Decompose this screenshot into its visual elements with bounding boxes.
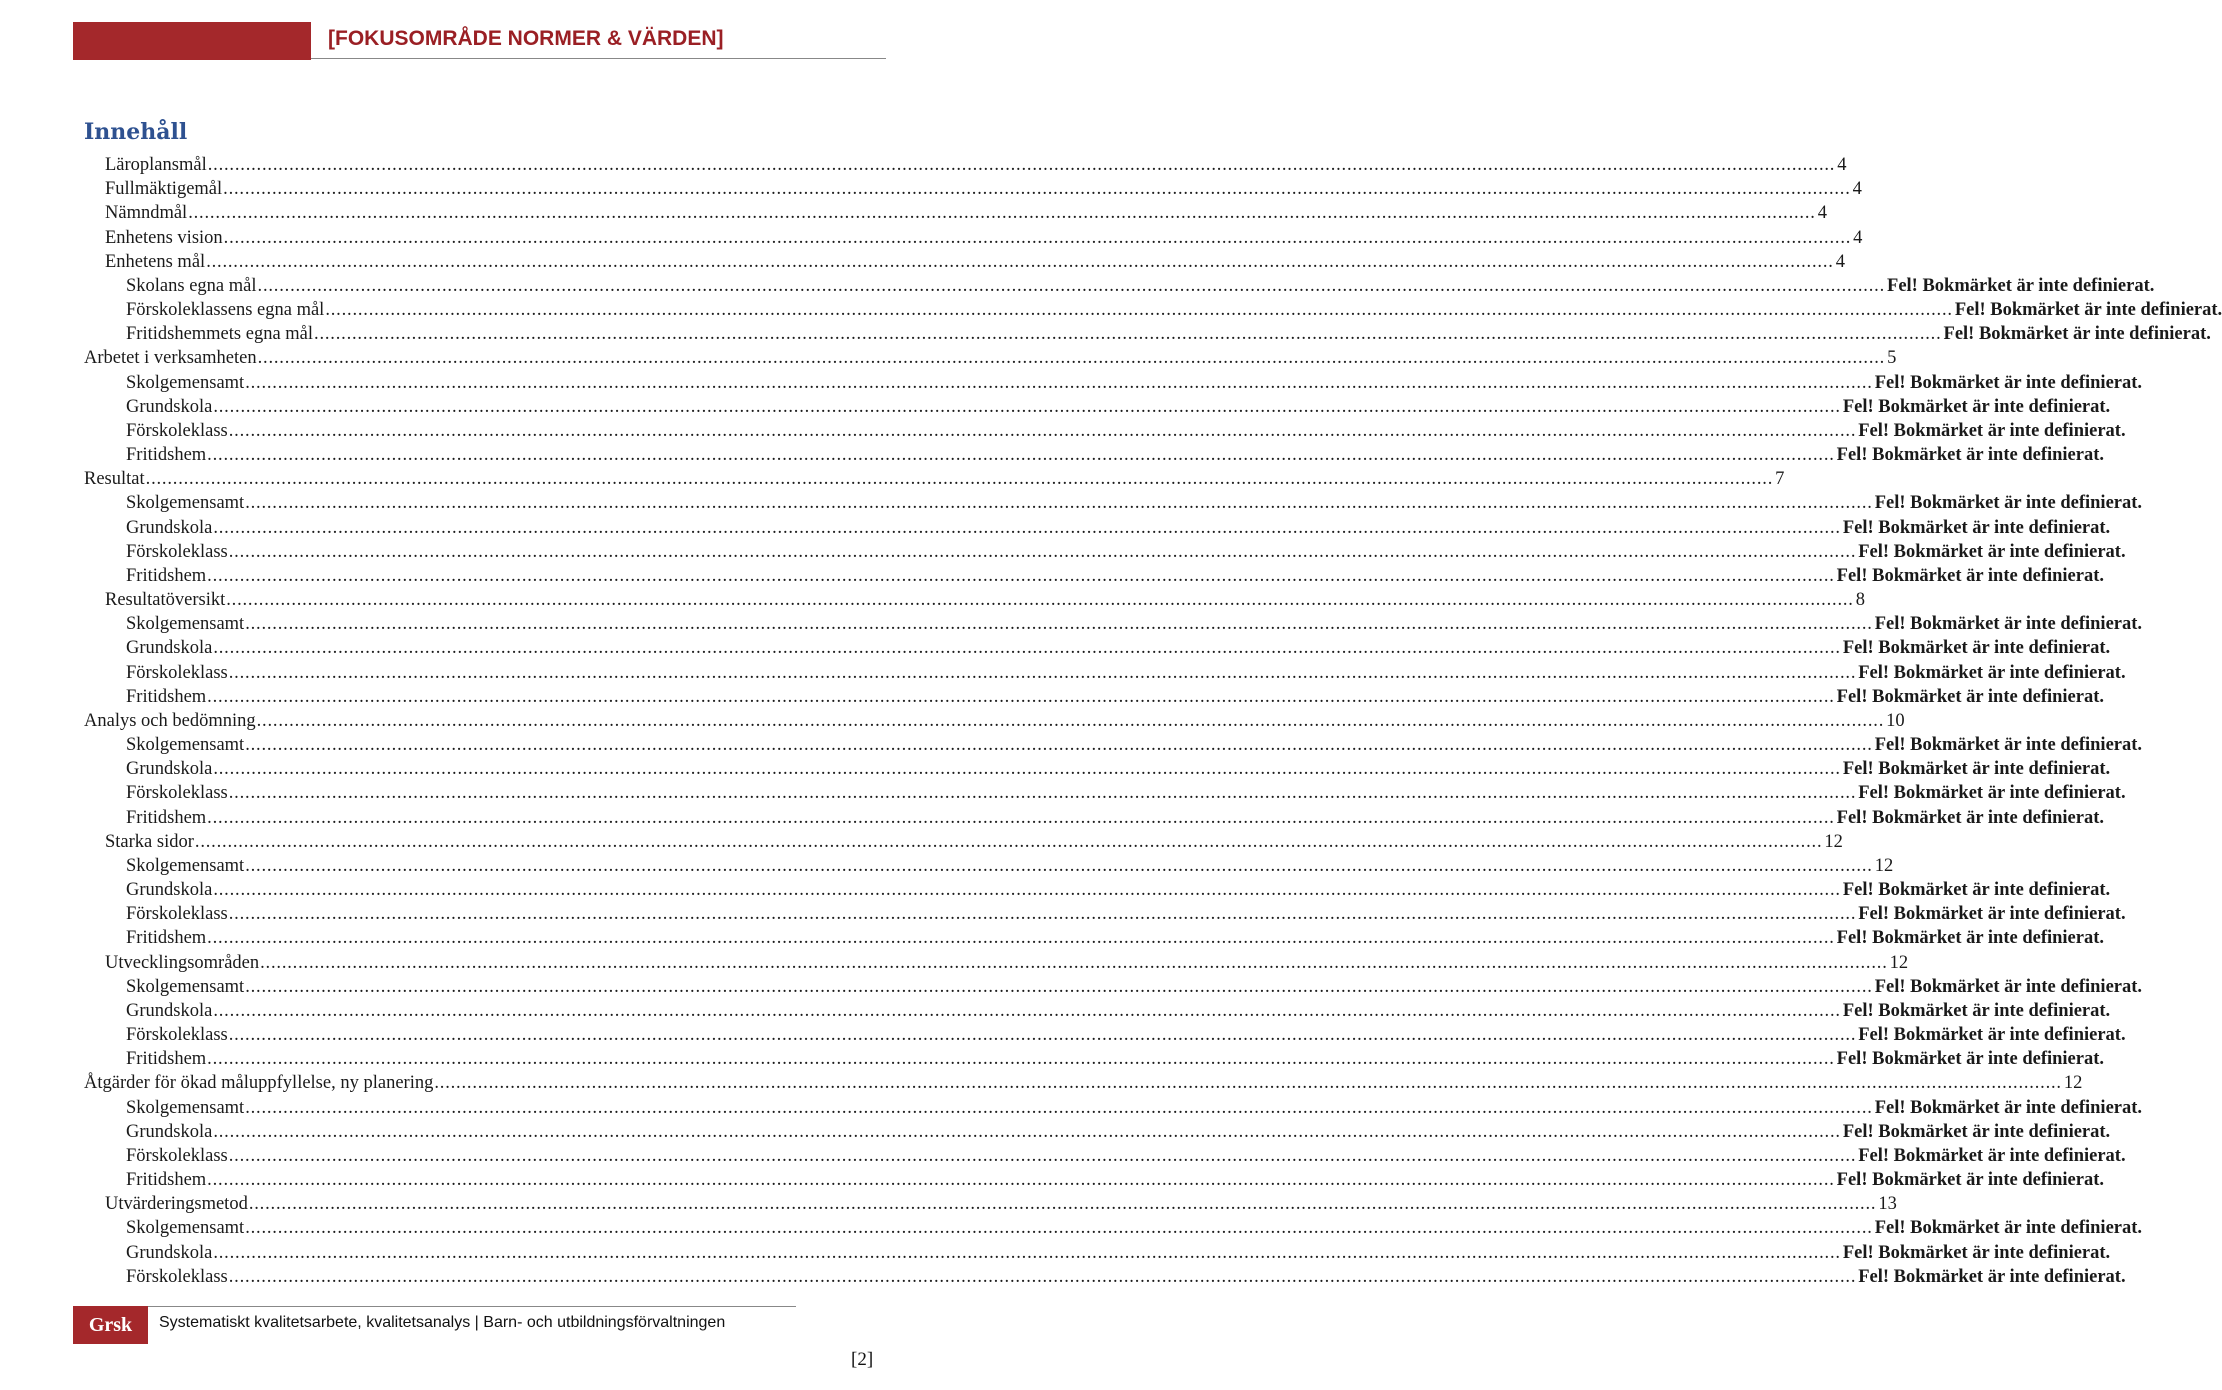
toc-entry[interactable]	[126, 371, 2143, 395]
toc-entry-label: Fritidshem	[126, 928, 207, 949]
toc-entry-page: 7	[1775, 469, 1785, 490]
toc-entry-label: Skolgemensamt	[126, 614, 245, 635]
toc-entry-page: 12	[1874, 855, 1894, 876]
toc-entry[interactable]	[84, 467, 1785, 491]
toc-entry[interactable]	[126, 1096, 2143, 1120]
toc-entry-page: 5	[1887, 348, 1897, 369]
toc-entry[interactable]	[126, 975, 2143, 999]
toc-entry-label: Fritidshemmets egna mål	[126, 324, 314, 345]
toc-leader-dots: ............................................................................................................................................................................................................................................................................................................	[213, 1121, 1841, 1142]
toc-entry-page: Fel! Bokmärket är inte definierat.	[1836, 1170, 2105, 1191]
toc-entry[interactable]	[105, 830, 1843, 854]
toc-entry[interactable]	[126, 419, 2126, 443]
toc-leader-dots: ............................................................................................................................................................................................................................................................................................................	[207, 686, 1835, 707]
toc-entry-label: Skolgemensamt	[126, 493, 245, 514]
toc-entry[interactable]	[126, 685, 2105, 709]
toc-entry-label: Fullmäktigemål	[105, 179, 223, 200]
toc-entry-page: Fel! Bokmärket är inte definierat.	[1858, 783, 2126, 804]
toc-entry-label: Skolgemensamt	[126, 1097, 245, 1118]
toc-entry[interactable]	[105, 588, 1865, 612]
toc-entry-page: 12	[1889, 952, 1909, 973]
toc-entry-label: Förskoleklass	[126, 420, 228, 441]
toc-leader-dots: ............................................................................................................................................................................................................................................................................................................	[228, 541, 1857, 562]
toc-entry[interactable]	[126, 322, 2211, 346]
toc-leader-dots: ............................................................................................................................................................................................................................................................................................................	[223, 227, 1852, 248]
toc-entry-label: Analys och bedömning	[84, 710, 256, 731]
toc-entry-page: Fel! Bokmärket är inte definierat.	[1842, 517, 2111, 538]
toc-entry-page: Fel! Bokmärket är inte definierat.	[1858, 1145, 2126, 1166]
toc-entry-label: Förskoleklass	[126, 1266, 228, 1287]
toc-leader-dots: ............................................................................................................................................................................................................................................................................................................	[226, 590, 1854, 611]
toc-entry-page: 4	[1853, 227, 1863, 248]
toc-leader-dots: ............................................................................................................................................................................................................................................................................................................	[223, 179, 1851, 200]
toc-entry[interactable]	[126, 564, 2105, 588]
toc-entry[interactable]	[126, 540, 2126, 564]
toc-entry-label: Grundskola	[126, 1000, 213, 1021]
toc-entry-label: Fritidshem	[126, 565, 207, 586]
toc-entry-label: Fritidshem	[126, 807, 207, 828]
toc-entry-page: Fel! Bokmärket är inte definierat.	[1874, 372, 2143, 393]
toc-entry-label: Grundskola	[126, 1242, 213, 1263]
toc-leader-dots: ............................................................................................................................................................................................................................................................................................................	[207, 928, 1835, 949]
toc-entry[interactable]	[126, 926, 2105, 950]
toc-entry-label: Förskoleklass	[126, 662, 228, 683]
toc-entry-label: Fritidshem	[126, 1049, 207, 1070]
toc-entry[interactable]	[126, 757, 2111, 781]
toc-entry[interactable]	[126, 1047, 2105, 1071]
toc-entry[interactable]	[126, 1216, 2143, 1240]
toc-entry-page: Fel! Bokmärket är inte definierat.	[1858, 662, 2126, 683]
toc-entry[interactable]	[126, 1144, 2126, 1168]
toc-entry-label: Arbetet i verksamheten	[84, 348, 257, 369]
toc-entry-label: Enhetens vision	[105, 227, 223, 248]
toc-entry-page: Fel! Bokmärket är inte definierat.	[1954, 300, 2222, 321]
toc-entry-page: Fel! Bokmärket är inte definierat.	[1874, 1218, 2143, 1239]
toc-leader-dots: ............................................................................................................................................................................................................................................................................................................	[207, 807, 1835, 828]
toc-leader-dots: ............................................................................................................................................................................................................................................................................................................	[207, 565, 1835, 586]
toc-leader-dots: ............................................................................................................................................................................................................................................................................................................	[256, 710, 1885, 731]
toc-leader-dots: ............................................................................................................................................................................................................................................................................................................	[206, 251, 1834, 272]
toc-entry[interactable]	[105, 177, 1862, 201]
toc-leader-dots: ............................................................................................................................................................................................................................................................................................................	[314, 324, 1942, 345]
toc-entry-page: Fel! Bokmärket är inte definierat.	[1842, 1000, 2111, 1021]
toc-entry-label: Starka sidor	[105, 831, 194, 852]
toc-entry[interactable]	[126, 612, 2143, 636]
toc-entry[interactable]	[126, 1241, 2111, 1265]
toc-entry-page: Fel! Bokmärket är inte definierat.	[1836, 928, 2105, 949]
toc-leader-dots: ............................................................................................................................................................................................................................................................................................................	[207, 1170, 1835, 1191]
toc-entry-page: Fel! Bokmärket är inte definierat.	[1842, 1242, 2111, 1263]
toc-leader-dots: ............................................................................................................................................................................................................................................................................................................	[228, 904, 1857, 925]
toc-entry-page: Fel! Bokmärket är inte definierat.	[1858, 420, 2126, 441]
toc-entry-label: Skolgemensamt	[126, 372, 245, 393]
toc-leader-dots: ............................................................................................................................................................................................................................................................................................................	[213, 880, 1841, 901]
toc-entry[interactable]	[126, 516, 2111, 540]
toc-entry-label: Utvärderingsmetod	[105, 1194, 248, 1215]
toc-entry-label: Skolgemensamt	[126, 976, 245, 997]
toc-entry[interactable]	[105, 201, 1827, 225]
toc-leader-dots: ............................................................................................................................................................................................................................................................................................................	[194, 831, 1823, 852]
toc-entry-label: Skolgemensamt	[126, 855, 245, 876]
toc-entry[interactable]	[126, 661, 2126, 685]
toc-leader-dots: ............................................................................................................................................................................................................................................................................................................	[213, 638, 1841, 659]
toc-entry-page: 4	[1837, 155, 1847, 175]
toc-entry-page: Fel! Bokmärket är inte definierat.	[1874, 614, 2143, 635]
toc-leader-dots: ............................................................................................................................................................................................................................................................................................................	[228, 420, 1857, 441]
toc-leader-dots: ............................................................................................................................................................................................................................................................................................................	[245, 372, 1873, 393]
toc-entry-page: 12	[2063, 1073, 2083, 1094]
toc-entry-page: Fel! Bokmärket är inte definierat.	[1858, 904, 2126, 925]
toc-leader-dots: ............................................................................................................................................................................................................................................................................................................	[188, 203, 1816, 224]
toc-entry-label: Grundskola	[126, 1121, 213, 1142]
toc-leader-dots: ............................................................................................................................................................................................................................................................................................................	[257, 348, 1886, 369]
toc-heading: Innehåll	[84, 119, 188, 145]
toc-entry-label: Skolans egna mål	[126, 275, 257, 296]
toc-entry-page: Fel! Bokmärket är inte definierat.	[1842, 396, 2111, 417]
toc-entry-label: Utvecklingsområden	[105, 952, 260, 973]
toc-entry-label: Grundskola	[126, 396, 213, 417]
toc-entry-page: Fel! Bokmärket är inte definierat.	[1836, 565, 2105, 586]
toc-entry[interactable]	[126, 298, 2222, 322]
toc-entry-label: Resultat	[84, 469, 145, 490]
toc-entry-page: Fel! Bokmärket är inte definierat.	[1842, 1121, 2111, 1142]
toc-entry[interactable]	[84, 709, 1905, 733]
toc-entry-label: Förskoleklass	[126, 904, 228, 925]
toc-entry-label: Förskoleklassens egna mål	[126, 300, 325, 321]
toc-entry[interactable]	[126, 491, 2143, 515]
toc-entry-page: Fel! Bokmärket är inte definierat.	[1874, 1097, 2143, 1118]
toc-entry-page: Fel! Bokmärket är inte definierat.	[1858, 1266, 2126, 1287]
toc-entry-label: Grundskola	[126, 638, 213, 659]
toc-entry-label: Nämndmål	[105, 203, 188, 224]
toc-entry[interactable]	[126, 443, 2105, 467]
toc-leader-dots: ............................................................................................................................................................................................................................................................................................................	[245, 1097, 1873, 1118]
toc-entry-label: Åtgärder för ökad måluppfyllelse, ny planering	[84, 1073, 434, 1094]
toc-leader-dots: ............................................................................................................................................................................................................................................................................................................	[213, 1242, 1841, 1263]
toc-leader-dots: ............................................................................................................................................................................................................................................................................................................	[260, 952, 1888, 973]
toc-entry[interactable]	[126, 1120, 2111, 1144]
footer-logo: Grsk	[73, 1306, 148, 1344]
toc-entry-page: Fel! Bokmärket är inte definierat.	[1836, 1049, 2105, 1070]
toc-entry-label: Fritidshem	[126, 445, 207, 466]
toc-leader-dots: ............................................................................................................................................................................................................................................................................................................	[228, 1145, 1857, 1166]
toc-entry[interactable]	[84, 1071, 2083, 1095]
toc-leader-dots: ............................................................................................................................................................................................................................................................................................................	[245, 493, 1873, 514]
header-color-bar	[73, 22, 311, 60]
toc-entry-label: Resultatöversikt	[105, 590, 226, 611]
toc-entry-label: Förskoleklass	[126, 1025, 228, 1046]
toc-entry-label: Förskoleklass	[126, 1145, 228, 1166]
toc-entry-page: Fel! Bokmärket är inte definierat.	[1842, 638, 2111, 659]
toc-entry-label: Förskoleklass	[126, 783, 228, 804]
toc-entry-page: 4	[1852, 179, 1862, 200]
toc-entry-page: Fel! Bokmärket är inte definierat.	[1858, 541, 2126, 562]
toc-leader-dots: ............................................................................................................................................................................................................................................................................................................	[325, 300, 1953, 321]
toc-entry-page: Fel! Bokmärket är inte definierat.	[1874, 976, 2143, 997]
toc-entry-page: 8	[1855, 590, 1865, 611]
toc-entry[interactable]	[105, 153, 1847, 177]
toc-entry-label: Fritidshem	[126, 686, 207, 707]
toc-entry[interactable]	[105, 1192, 1897, 1216]
toc-entry[interactable]	[126, 274, 2155, 298]
toc-entry[interactable]	[105, 250, 1845, 274]
toc-entry-page: 12	[1824, 831, 1843, 852]
toc-leader-dots: ............................................................................................................................................................................................................................................................................................................	[245, 614, 1873, 635]
toc-leader-dots: ............................................................................................................................................................................................................................................................................................................	[213, 759, 1841, 780]
toc-entry-page: Fel! Bokmärket är inte definierat.	[1887, 275, 2155, 296]
toc-entry-page: Fel! Bokmärket är inte definierat.	[1858, 1025, 2126, 1046]
toc-entry[interactable]	[126, 733, 2143, 757]
toc-entry-label: Fritidshem	[126, 1170, 207, 1191]
toc-leader-dots: ............................................................................................................................................................................................................................................................................................................	[213, 396, 1841, 417]
footer-rule	[148, 1306, 796, 1307]
toc-entry-page: Fel! Bokmärket är inte definierat.	[1943, 324, 2211, 345]
toc-entry[interactable]	[126, 999, 2111, 1023]
page-number: [2]	[851, 1349, 874, 1370]
toc-entry-label: Grundskola	[126, 759, 213, 780]
header-rule	[311, 58, 886, 59]
toc-leader-dots: ............................................................................................................................................................................................................................................................................................................	[228, 1025, 1857, 1046]
toc-entry[interactable]	[84, 346, 1897, 370]
toc-entry[interactable]	[126, 395, 2111, 419]
toc-entry[interactable]	[126, 1168, 2105, 1192]
toc-leader-dots: ............................................................................................................................................................................................................................................................................................................	[145, 469, 1774, 490]
toc-leader-dots: ............................................................................................................................................................................................................................................................................................................	[207, 1049, 1835, 1070]
toc-leader-dots: ............................................................................................................................................................................................................................................................................................................	[228, 783, 1857, 804]
toc-leader-dots: ............................................................................................................................................................................................................................................................................................................	[213, 517, 1841, 538]
toc-leader-dots: ............................................................................................................................................................................................................................................................................................................	[213, 1000, 1841, 1021]
footer-text: Systematiskt kvalitetsarbete, kvalitetsanalys | Barn- och utbildningsförvaltningen	[159, 1314, 726, 1331]
toc-entry[interactable]	[105, 226, 1863, 250]
toc-entry-page: Fel! Bokmärket är inte definierat.	[1842, 880, 2111, 901]
toc-entry[interactable]	[126, 902, 2126, 926]
toc-entry[interactable]	[126, 1023, 2126, 1047]
toc-entry-label: Skolgemensamt	[126, 1218, 245, 1239]
toc-entry-page: Fel! Bokmärket är inte definierat.	[1836, 445, 2105, 466]
toc-entry-page: 10	[1886, 710, 1905, 731]
toc-leader-dots: ............................................................................................................................................................................................................................................................................................................	[207, 155, 1836, 175]
toc-entry-page: Fel! Bokmärket är inte definierat.	[1836, 686, 2105, 707]
toc-entry[interactable]	[126, 636, 2111, 660]
toc-entry[interactable]	[105, 951, 1909, 975]
toc-leader-dots: ............................................................................................................................................................................................................................................................................................................	[257, 275, 1886, 296]
toc-entry-page: Fel! Bokmärket är inte definierat.	[1836, 807, 2105, 828]
toc-leader-dots: ............................................................................................................................................................................................................................................................................................................	[245, 735, 1873, 756]
toc-entry-label: Läroplansmål	[105, 155, 207, 175]
toc-leader-dots: ............................................................................................................................................................................................................................................................................................................	[228, 662, 1857, 683]
toc-entry-page: 13	[1878, 1194, 1897, 1215]
header-title: [FOKUSOMRÅDE NORMER & VÄRDEN]	[328, 27, 724, 50]
toc-leader-dots: ............................................................................................................................................................................................................................................................................................................	[245, 855, 1873, 876]
toc-entry[interactable]	[126, 854, 1894, 878]
toc-entry-label: Enhetens mål	[105, 251, 206, 272]
toc-entry-label: Skolgemensamt	[126, 735, 245, 756]
toc-leader-dots: ............................................................................................................................................................................................................................................................................................................	[248, 1194, 1877, 1215]
toc-entry-page: Fel! Bokmärket är inte definierat.	[1874, 735, 2143, 756]
toc-entry[interactable]	[126, 878, 2111, 902]
toc-leader-dots: ............................................................................................................................................................................................................................................................................................................	[245, 1218, 1873, 1239]
toc-leader-dots: ............................................................................................................................................................................................................................................................................................................	[207, 445, 1835, 466]
toc-entry-label: Förskoleklass	[126, 541, 228, 562]
toc-entry[interactable]	[126, 806, 2105, 830]
toc-entry-page: 4	[1835, 251, 1845, 272]
toc-entry-page: Fel! Bokmärket är inte definierat.	[1842, 759, 2111, 780]
toc-leader-dots: ............................................................................................................................................................................................................................................................................................................	[245, 976, 1873, 997]
toc-entry-page: Fel! Bokmärket är inte definierat.	[1874, 493, 2143, 514]
toc-entry[interactable]	[126, 781, 2126, 805]
toc-leader-dots: ............................................................................................................................................................................................................................................................................................................	[434, 1073, 2062, 1094]
toc-entry-label: Grundskola	[126, 880, 213, 901]
toc-leader-dots: ............................................................................................................................................................................................................................................................................................................	[228, 1266, 1857, 1287]
toc-entry[interactable]	[126, 1265, 2126, 1289]
toc-entry-label: Grundskola	[126, 517, 213, 538]
toc-entry-page: 4	[1817, 203, 1827, 224]
